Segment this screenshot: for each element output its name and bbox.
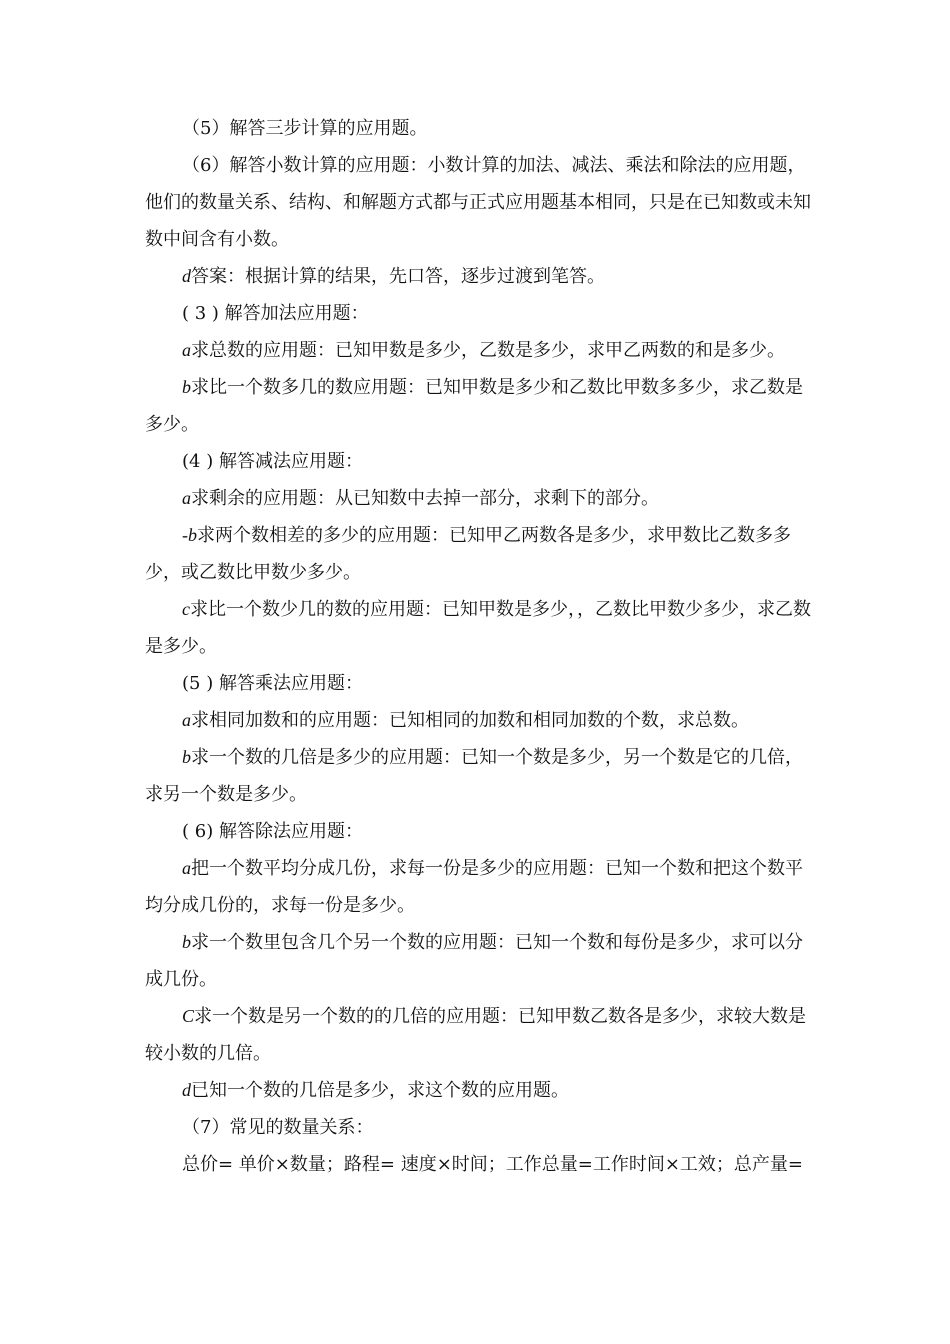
paragraph	[145, 665, 813, 702]
paragraph	[145, 110, 813, 147]
paragraph-text: 求比一个数多几的数应用题：已知甲数是多少和乙数比甲数多多少，求乙数是多少。	[145, 377, 803, 435]
paragraph-lead: d	[182, 1080, 191, 1100]
paragraph	[145, 258, 813, 295]
paragraph	[145, 1072, 813, 1109]
paragraph-text: 答案：根据计算的结果，先口答，逐步过渡到笔答。	[191, 266, 605, 287]
paragraph-text: ( 3 ) 解答加法应用题：	[182, 303, 369, 324]
paragraph	[145, 443, 813, 480]
paragraph-text: （6）解答小数计算的应用题：小数计算的加法、减法、乘法和除法的应用题，他们的数量关系、结构、和解题方式都与正式应用题基本相同，只是在已知数或未知数中间含有小数。	[145, 155, 811, 250]
paragraph-text: 求比一个数少几的数的应用题：已知甲数是多少，，乙数比甲数少多少，求乙数是多少。	[145, 599, 811, 657]
paragraph-lead: -b	[182, 525, 197, 545]
paragraph	[145, 739, 813, 813]
paragraph	[145, 295, 813, 332]
paragraph-lead: a	[182, 710, 191, 730]
document-body	[145, 110, 813, 1183]
paragraph-text: 求两个数相差的多少的应用题：已知甲乙两数各是多少，求甲数比乙数多多少，或乙数比甲数少多少。	[145, 525, 791, 583]
paragraph	[145, 1109, 813, 1146]
paragraph	[145, 591, 813, 665]
paragraph-lead: a	[182, 488, 191, 508]
paragraph	[145, 702, 813, 739]
paragraph	[145, 147, 813, 258]
paragraph	[145, 924, 813, 998]
paragraph-text: （7）常见的数量关系：	[182, 1117, 374, 1138]
paragraph-text: ( 6) 解答除法应用题：	[182, 821, 363, 842]
paragraph-text: 求总数的应用题：已知甲数是多少，乙数是多少，求甲乙两数的和是多少。	[191, 340, 785, 361]
paragraph-text: 求一个数的几倍是多少的应用题：已知一个数是多少，另一个数是它的几倍，求另一个数是多少。	[145, 747, 803, 805]
paragraph-text: (5 ) 解答乘法应用题：	[182, 673, 363, 694]
paragraph-text: 总价= 单价×数量；路程= 速度×时间；工作总量=工作时间×工效；总产量=	[182, 1154, 804, 1175]
paragraph-lead: c	[182, 599, 190, 619]
paragraph	[145, 1146, 813, 1183]
paragraph-lead: a	[182, 340, 191, 360]
paragraph	[145, 332, 813, 369]
paragraph	[145, 998, 813, 1072]
paragraph	[145, 369, 813, 443]
paragraph-lead: b	[182, 377, 191, 397]
paragraph-lead: b	[182, 747, 191, 767]
paragraph-lead: a	[182, 858, 191, 878]
paragraph	[145, 813, 813, 850]
paragraph	[145, 850, 813, 924]
paragraph-text: 求相同加数和的应用题：已知相同的加数和相同加数的个数，求总数。	[191, 710, 749, 731]
paragraph-lead: d	[182, 266, 191, 286]
paragraph-lead: C	[182, 1006, 195, 1026]
paragraph-text: 把一个数平均分成几份，求每一份是多少的应用题：已知一个数和把这个数平均分成几份的，求每一份是多少。	[145, 858, 803, 916]
paragraph	[145, 517, 813, 591]
paragraph-text: （5）解答三步计算的应用题。	[182, 118, 428, 139]
paragraph	[145, 480, 813, 517]
paragraph-text: 求一个数是另一个数的的几倍的应用题：已知甲数乙数各是多少，求较大数是较小数的几倍。	[145, 1006, 807, 1064]
paragraph-text: 求一个数里包含几个另一个数的应用题：已知一个数和每份是多少，求可以分成几份。	[145, 932, 803, 990]
paragraph-text: (4 ) 解答减法应用题：	[182, 451, 363, 472]
paragraph-text: 已知一个数的几倍是多少，求这个数的应用题。	[191, 1080, 569, 1101]
paragraph-text: 求剩余的应用题：从已知数中去掉一部分，求剩下的部分。	[191, 488, 659, 509]
paragraph-lead: b	[182, 932, 191, 952]
